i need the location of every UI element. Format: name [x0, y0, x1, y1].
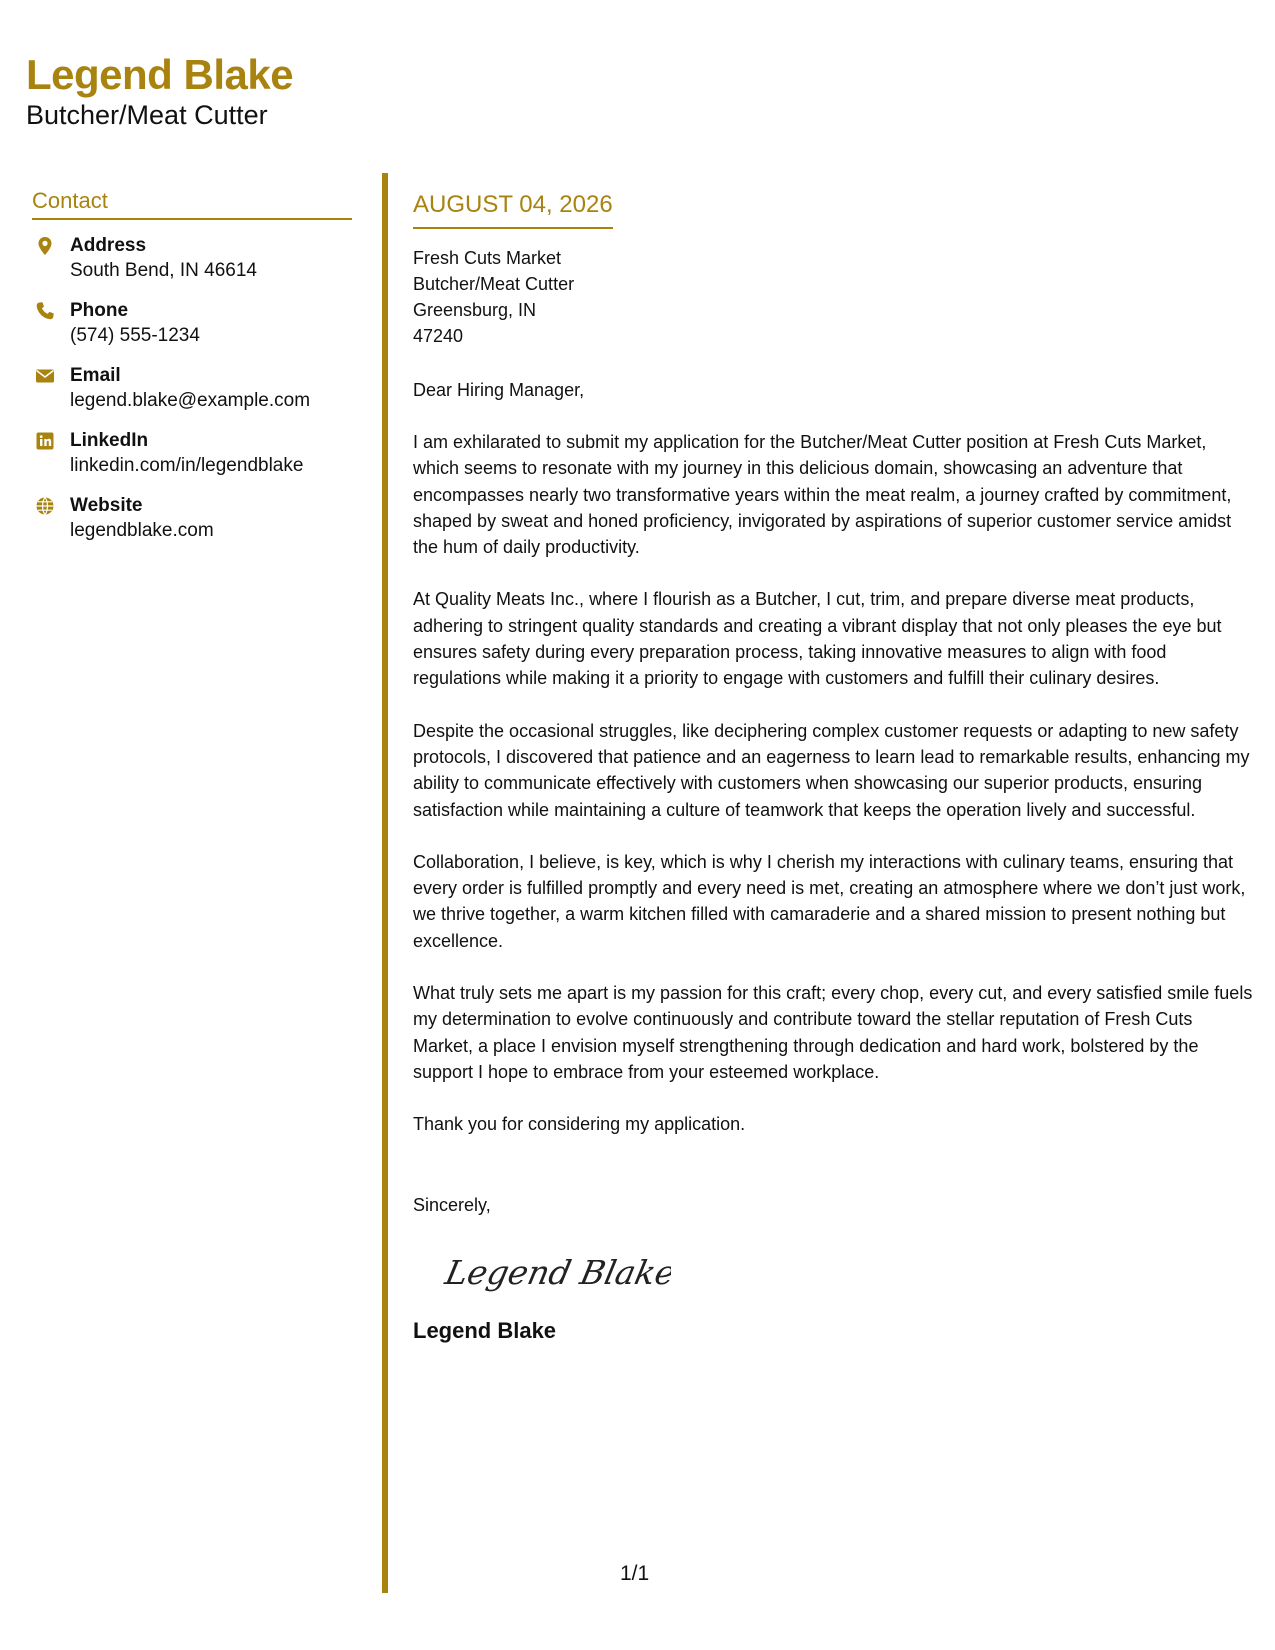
handwritten-signature	[441, 1240, 671, 1302]
contact-label: Address	[70, 235, 147, 256]
paragraph: What truly sets me apart is my passion for this craft; every chop, every cut, and every satisfied smile fuels my determination to evolve continuously and contribute toward the stellar reputation of Fresh Cuts Market, a place I envision myself strengthening through dedication and hard work, bolstered by the support I hope to embrace from your esteemed workplace.	[413, 983, 1253, 1082]
contact-label: Email	[70, 365, 121, 386]
contact-item-email	[32, 364, 352, 413]
vertical-divider	[382, 173, 388, 1593]
signature-text: Legend Blake	[441, 1252, 671, 1292]
phone-icon	[32, 299, 70, 348]
globe-icon	[32, 494, 70, 543]
letter-date: AUGUST 04, 2026	[413, 189, 613, 229]
salutation: Dear Hiring Manager,	[413, 380, 585, 400]
recipient-block	[413, 245, 1255, 349]
paragraph: Thank you for considering my application.	[413, 1114, 746, 1135]
applicant-name: Legend Blake	[26, 51, 294, 98]
contact-item-phone	[32, 299, 352, 348]
closing: Sincerely,	[413, 1194, 491, 1215]
recipient-position: Butcher/Meat Cutter	[413, 274, 575, 294]
recipient-company: Fresh Cuts Market	[413, 248, 562, 268]
contact-heading: Contact	[32, 188, 352, 220]
phone-value: (574) 555-1234	[70, 325, 200, 346]
address-value: South Bend, IN 46614	[70, 260, 257, 281]
contact-label: Phone	[70, 300, 129, 321]
website-value: legendblake.com	[70, 520, 214, 541]
paragraph: I am exhilarated to submit my application for the Butcher/Meat Cutter position at Fresh Cuts Market, which seems to resonate with my journey in this delicious domain, showcasing an adventure that encompasses nearly two transformative years within the meat realm, a journey crafted by commitment, shaped by sweat and honed proficiency, invigorated by aspirations of superior customer service amidst the hum of daily productivity.	[413, 432, 1232, 558]
linkedin-icon	[32, 429, 70, 478]
signer-name: Legend Blake	[413, 1317, 557, 1343]
email-value: legend.blake@example.com	[70, 390, 311, 411]
contact-sidebar	[32, 188, 352, 559]
letter-body	[413, 189, 1255, 1344]
paragraph: Collaboration, I believe, is key, which is why I cherish my interactions with culinary teams, ensuring that every order is fulfilled promptly and every need is met, creating an atmosphere where we don’t just work, we thrive together, a warm kitchen filled with camaraderie and a shared mission to present nothing but excellence.	[413, 851, 1246, 951]
page-number: 1/1	[620, 1562, 650, 1585]
contact-item-address	[32, 234, 352, 283]
contact-item-linkedin	[32, 429, 352, 478]
envelope-icon	[32, 364, 70, 413]
contact-label: LinkedIn	[70, 430, 149, 451]
contact-label: Website	[70, 495, 143, 516]
applicant-title: Butcher/Meat Cutter	[26, 100, 268, 130]
linkedin-value: linkedin.com/in/legendblake	[70, 455, 304, 476]
recipient-zip: 47240	[413, 326, 464, 346]
map-pin-icon	[32, 234, 70, 283]
paragraph: Despite the occasional struggles, like deciphering complex customer requests or adapting to new safety protocols, I discovered that patience and an eagerness to learn lead to remarkable results, enhancing my ability to communicate effectively with customers when showcasing our superior products, ensuring satisfaction while maintaining a culture of teamwork that keeps the operation lively and successful.	[413, 720, 1250, 820]
paragraph: At Quality Meats Inc., where I flourish as a Butcher, I cut, trim, and prepare diverse meat products, adhering to stringent quality standards and creating a vibrant display that not only pleases the eye but ensures safety during every preparation process, taking innovative measures to align with food regulations while making it a priority to engage with customers and fulfill their culinary desires.	[413, 589, 1222, 689]
header	[26, 50, 293, 132]
recipient-city: Greensburg, IN	[413, 300, 537, 320]
contact-item-website	[32, 494, 352, 543]
